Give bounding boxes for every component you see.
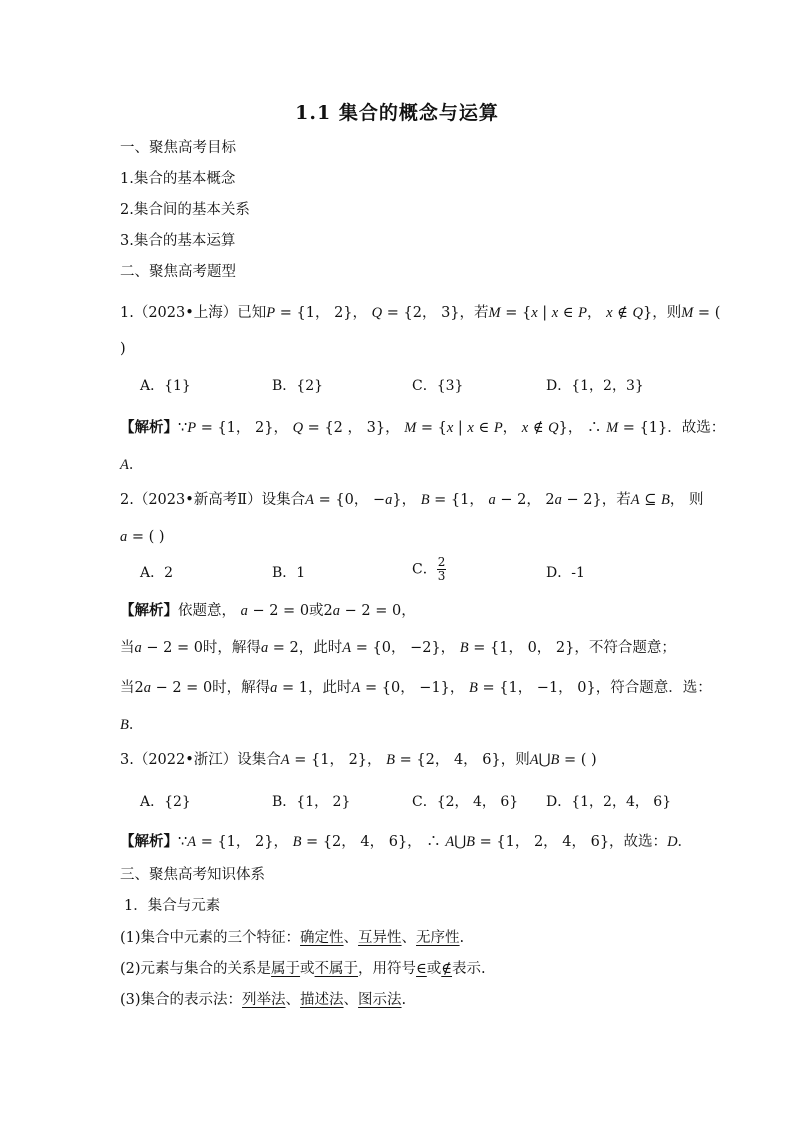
fraction-denominator: 3 (437, 569, 446, 583)
math-text: = {1， 2}， (275, 305, 372, 321)
math-text: = 2，此时 (268, 640, 343, 656)
math-text: ∈ (473, 420, 494, 436)
goal-item-2: 2.集合间的基本关系 (120, 202, 250, 218)
math-var: Q (292, 420, 304, 436)
fraction-numerator: 2 (437, 555, 446, 569)
fraction (437, 556, 447, 583)
math-var: P (493, 420, 503, 436)
answer-letter: D (667, 834, 678, 850)
question-3-option-c: C．{2， 4， 6} (412, 794, 519, 810)
question-1-stem (120, 303, 720, 323)
math-var: B (459, 640, 469, 656)
math-var: M (488, 305, 501, 321)
math-text: ． (128, 717, 144, 733)
math-var: B (292, 834, 302, 850)
math-text: = {2， 4， 6}， ∴ (301, 834, 446, 850)
question-3-option-a: A．{2} (140, 794, 191, 810)
math-text: 当 (120, 640, 135, 656)
math-var: B (420, 492, 430, 508)
math-var: a (554, 492, 562, 508)
section-heading-knowledge: 三、聚焦高考知识体系 (120, 867, 265, 883)
question-3-stem (120, 750, 597, 770)
question-1-option-a: A．{1} (140, 378, 191, 394)
math-var: A (187, 834, 197, 850)
section-heading-goals: 一、聚焦高考目标 (120, 140, 236, 156)
math-text: = ( (693, 305, 721, 321)
question-2-option-d: D．-1 (546, 565, 585, 581)
math-text: ∉ (528, 420, 549, 436)
math-var: A (305, 492, 315, 508)
math-text: | (453, 420, 468, 436)
underlined-term: 确定性 (300, 930, 344, 946)
math-var: M (606, 420, 619, 436)
text: 或 (426, 961, 442, 977)
math-var: Q (548, 420, 559, 436)
math-var: a (332, 603, 341, 619)
math-text: − 2 = 0或2 (247, 603, 333, 619)
underlined-term: 描述法 (300, 992, 344, 1008)
math-text: ∉ (612, 305, 633, 321)
question-2-answer (120, 715, 143, 735)
page-title: 1.1 集合的概念与运算 (295, 102, 499, 124)
math-text: = { (500, 305, 532, 321)
math-var: x (606, 305, 613, 321)
math-var: a (270, 680, 278, 696)
goal-item-3: 3.集合的基本运算 (120, 233, 236, 249)
math-var: B (386, 752, 396, 768)
math-text: = {1， 2}， (289, 752, 387, 768)
question-1-option-d: D．{1，2，3} (546, 378, 644, 394)
math-var: P (578, 305, 588, 321)
question-3-option-b: B．{1， 2} (272, 794, 351, 810)
math-var: x (467, 420, 474, 436)
math-text: = {0， −2}， (351, 640, 460, 656)
knowledge-point-1 (120, 928, 464, 948)
question-1-option-c: C．{3} (412, 378, 464, 394)
math-var: A (342, 640, 352, 656)
text: 或 (300, 961, 315, 977)
question-1-answer (120, 455, 143, 475)
math-text: ∵ (178, 834, 188, 850)
math-var: B (550, 752, 560, 768)
question-2-prefix: 2.（2023•新高考Ⅱ）设集合 (120, 492, 306, 508)
math-text: = {0， −1}， (360, 680, 470, 696)
text: 、 (285, 992, 301, 1008)
math-text: ， 则 (669, 492, 704, 508)
math-text: = {1}．故选： (618, 420, 726, 436)
math-text: = 1，此时 (277, 680, 352, 696)
question-2-stem (120, 490, 703, 510)
math-text: ． (128, 457, 144, 473)
answer-letter: A (120, 457, 129, 473)
math-text: − 2}，若 (561, 492, 631, 508)
text: . (459, 930, 465, 946)
math-var: x (446, 420, 454, 436)
math-var: M (404, 420, 417, 436)
question-2-solution-3 (120, 678, 712, 698)
math-text: − 2 = 0， (340, 603, 416, 619)
option-label: C． (412, 561, 437, 578)
underlined-term: 列举法 (242, 992, 286, 1008)
math-text: ∵ (178, 420, 188, 436)
answer-letter: B (120, 717, 129, 733)
math-text: = {1， −1， 0}，符合题意．选： (477, 680, 712, 696)
text: 、 (343, 930, 359, 946)
text: . (401, 992, 407, 1008)
question-1-prefix: 1.（2023•上海）已知 (120, 305, 267, 321)
question-3-option-d: D．{1，2，4， 6} (546, 794, 672, 810)
section-heading-question-types: 二、聚焦高考题型 (120, 264, 236, 280)
math-text: }， ∴ (558, 420, 607, 436)
question-1-solution (120, 418, 725, 438)
math-text: ， (502, 420, 522, 436)
union-symbol: ⋃ (454, 834, 467, 850)
math-text: = {1， 2， 4， 6}，故选： (475, 834, 668, 850)
math-text: = { (416, 420, 447, 436)
math-var: a (260, 640, 269, 656)
math-var: a (134, 640, 142, 656)
text: 表示. (452, 961, 486, 977)
question-1-option-b: B．{2} (272, 378, 324, 394)
math-text: }， (392, 492, 421, 508)
math-var: B (466, 834, 476, 850)
math-text: 依题意， (178, 603, 241, 619)
question-3-prefix: 3.（2022•浙江）设集合 (120, 752, 281, 768)
question-3-solution (120, 832, 692, 852)
math-var: Q (371, 305, 383, 321)
math-var: B (469, 680, 478, 696)
math-text: ⊆ (639, 492, 661, 508)
subsection-heading-sets-elements: 1．集合与元素 (124, 898, 221, 914)
math-var: A (529, 752, 539, 768)
math-var: x (531, 305, 538, 321)
text: ，用符号 (358, 961, 417, 977)
underlined-term: ∈ (416, 961, 427, 977)
underlined-term: 属于 (271, 961, 301, 977)
math-var: M (681, 305, 694, 321)
math-text: − 2， 2 (495, 492, 555, 508)
goal-item-1: 1.集合的基本概念 (120, 171, 236, 187)
underlined-term: 不属于 (314, 961, 359, 977)
math-text: − 2 = 0时，解得 (141, 640, 261, 656)
math-text: 当2 (120, 680, 144, 696)
math-text: ． (677, 834, 693, 850)
text: (3)集合的表示法： (120, 992, 243, 1008)
solution-label: 【解析】 (120, 419, 178, 436)
math-text: = {2 ， 3}， (303, 420, 405, 436)
text: (1)集合中元素的三个特征： (120, 930, 301, 946)
knowledge-point-3 (120, 990, 406, 1010)
math-text: = ( ) (127, 529, 165, 545)
math-text: = {1， (429, 492, 489, 508)
question-2-solution-2 (120, 638, 676, 658)
knowledge-point-2 (120, 959, 486, 979)
math-var: a (120, 529, 128, 545)
solution-label: 【解析】 (120, 833, 178, 850)
question-2-option-b: B．1 (272, 565, 306, 581)
math-var: P (266, 305, 276, 321)
math-var: A (351, 680, 361, 696)
math-var: a (488, 492, 496, 508)
text: 、 (343, 992, 359, 1008)
math-var: A (280, 752, 290, 768)
math-var: a (143, 680, 151, 696)
math-var: x (551, 305, 559, 321)
question-2-solution-1 (120, 601, 416, 621)
math-var: x (521, 420, 529, 436)
math-text: − 2 = 0时，解得 (150, 680, 271, 696)
math-text: = {1， 0， 2}，不符合题意； (468, 640, 676, 656)
math-text: = {0， − (314, 492, 386, 508)
math-var: a (240, 603, 248, 619)
question-1-stem-end: ) (120, 341, 126, 357)
math-text: ， (587, 305, 607, 321)
underlined-term: ∉ (441, 961, 453, 977)
math-text: = ( ) (559, 752, 597, 768)
math-text: = {2， 3}，若 (382, 305, 489, 321)
math-text: }，则 (643, 305, 682, 321)
math-text: ∈ (558, 305, 579, 321)
math-var: P (187, 420, 197, 436)
math-text: | (537, 305, 552, 321)
math-var: a (385, 492, 393, 508)
union-symbol: ⋃ (538, 752, 551, 768)
question-2-option-a: A．2 (140, 565, 174, 581)
solution-label: 【解析】 (120, 602, 178, 619)
question-2-stem-end (120, 527, 165, 547)
underlined-term: 互异性 (358, 930, 402, 946)
math-var: A (630, 492, 640, 508)
math-text: = {1， 2}， (196, 420, 293, 436)
math-var: B (660, 492, 670, 508)
text: (2)元素与集合的关系是 (120, 961, 272, 977)
math-var: A (445, 834, 455, 850)
question-2-option-c (412, 556, 446, 583)
text: 、 (401, 930, 417, 946)
math-text: = {1， 2}， (196, 834, 293, 850)
underlined-term: 无序性 (416, 930, 460, 946)
math-text: = {2， 4， 6}，则 (395, 752, 530, 768)
math-var: Q (632, 305, 643, 321)
underlined-term: 图示法 (358, 992, 402, 1008)
